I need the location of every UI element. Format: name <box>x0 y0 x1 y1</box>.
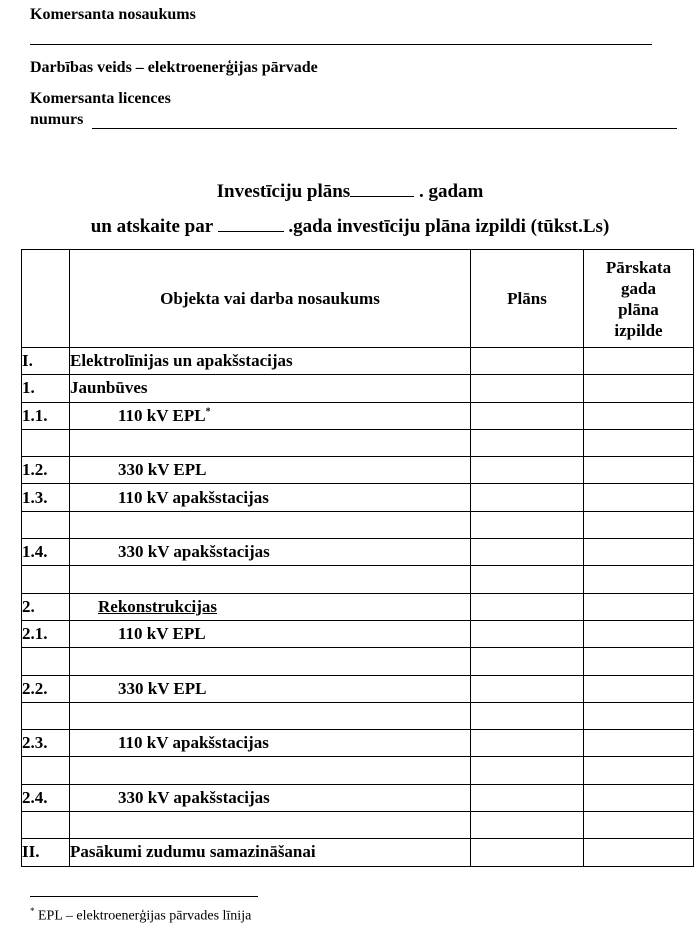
col-header-num <box>22 250 70 348</box>
row-num <box>22 702 70 729</box>
footnote <box>30 906 251 925</box>
table-row <box>22 539 694 566</box>
row-num <box>22 757 70 784</box>
table-row <box>22 375 694 402</box>
table-row <box>22 402 694 429</box>
col-header-execution-4: izpilde <box>614 320 663 340</box>
row-name: 110 kV EPL <box>118 405 206 425</box>
row-num: I. <box>22 348 70 375</box>
row-num: 1.4. <box>22 539 70 566</box>
execution-cell <box>584 484 694 511</box>
table-row <box>22 348 694 375</box>
company-name-label: Komersanta nosaukums <box>30 6 196 23</box>
row-name: Rekonstrukcijas <box>98 596 218 616</box>
row-name: 110 kV apakšstacijas <box>70 730 471 757</box>
row-name: Elektrolīnijas un apakšstacijas <box>70 348 471 375</box>
row-num: 1. <box>22 375 70 402</box>
execution-cell <box>584 348 694 375</box>
row-name: 330 kV apakšstacijas <box>70 784 471 811</box>
col-header-plan: Plāns <box>471 250 584 348</box>
title-line2-prefix: un atskaite par <box>90 216 218 237</box>
table-row <box>22 702 694 729</box>
table-row <box>22 812 694 839</box>
plan-cell <box>471 784 584 811</box>
row-name: 330 kV EPL <box>70 457 471 484</box>
plan-cell <box>471 511 584 538</box>
plan-year-blank <box>350 196 414 197</box>
row-name <box>70 511 471 538</box>
row-name <box>70 429 471 456</box>
plan-cell <box>471 648 584 675</box>
col-header-execution-1: Pārskata <box>605 257 672 277</box>
plan-cell <box>471 702 584 729</box>
execution-cell <box>584 593 694 620</box>
table-row <box>22 457 694 484</box>
plan-cell <box>471 620 584 647</box>
row-num: 2.3. <box>22 730 70 757</box>
plan-cell <box>471 675 584 702</box>
row-name <box>70 566 471 593</box>
table-row <box>22 484 694 511</box>
execution-cell <box>584 757 694 784</box>
title-line1-suffix: . gadam <box>414 181 484 202</box>
execution-cell <box>584 675 694 702</box>
title-line1 <box>0 181 700 203</box>
row-name-cell <box>70 593 471 620</box>
title-line1-prefix: Investīciju plāns <box>216 181 351 202</box>
row-num: 2.1. <box>22 620 70 647</box>
execution-cell <box>584 839 694 866</box>
execution-cell <box>584 375 694 402</box>
table-row <box>22 620 694 647</box>
execution-cell <box>584 648 694 675</box>
table-row <box>22 593 694 620</box>
execution-cell <box>584 402 694 429</box>
execution-cell <box>584 784 694 811</box>
row-name <box>70 702 471 729</box>
execution-cell <box>584 620 694 647</box>
plan-cell <box>471 839 584 866</box>
row-name <box>70 648 471 675</box>
license-label-line2: numurs <box>30 111 84 128</box>
row-name <box>70 812 471 839</box>
title-line2-suffix: .gada investīciju plāna izpildi (tūkst.Ls) <box>283 216 610 237</box>
plan-cell <box>471 457 584 484</box>
execution-cell <box>584 730 694 757</box>
row-num <box>22 648 70 675</box>
execution-cell <box>584 702 694 729</box>
row-num: 1.1. <box>22 402 70 429</box>
row-num <box>22 812 70 839</box>
execution-cell <box>584 457 694 484</box>
plan-cell <box>471 730 584 757</box>
title-line2 <box>0 216 700 238</box>
row-name: 330 kV apakšstacijas <box>70 539 471 566</box>
plan-cell <box>471 566 584 593</box>
row-num: II. <box>22 839 70 866</box>
execution-cell <box>584 511 694 538</box>
plan-cell <box>471 757 584 784</box>
col-header-name: Objekta vai darba nosaukums <box>70 250 471 348</box>
activity-label: Darbības veids – elektroenerģijas pārvade <box>30 59 318 76</box>
row-name: 330 kV EPL <box>70 675 471 702</box>
license-label-line1: Komersanta licences <box>30 90 171 107</box>
table-row <box>22 566 694 593</box>
row-num: 1.3. <box>22 484 70 511</box>
plan-cell <box>471 375 584 402</box>
execution-cell <box>584 812 694 839</box>
row-name-cell <box>70 402 471 429</box>
row-name: 110 kV apakšstacijas <box>70 484 471 511</box>
license-number-line <box>92 128 677 129</box>
footnote-text: EPL – elektroenerģijas pārvades līnija <box>34 908 252 924</box>
execution-cell <box>584 429 694 456</box>
table-row <box>22 839 694 866</box>
col-header-execution-2: gada <box>621 278 656 298</box>
plan-cell <box>471 593 584 620</box>
row-num: 2. <box>22 593 70 620</box>
execution-cell <box>584 539 694 566</box>
table-row <box>22 784 694 811</box>
footnote-marker: * <box>30 906 35 916</box>
execution-cell <box>584 566 694 593</box>
plan-cell <box>471 429 584 456</box>
table-row <box>22 429 694 456</box>
row-num: 2.4. <box>22 784 70 811</box>
table-row <box>22 757 694 784</box>
plan-cell <box>471 812 584 839</box>
col-header-execution <box>584 250 694 348</box>
company-name-line <box>30 44 652 45</box>
row-num <box>22 511 70 538</box>
table-row <box>22 675 694 702</box>
report-year-blank <box>218 231 284 232</box>
row-name: 110 kV EPL <box>70 620 471 647</box>
table-row <box>22 648 694 675</box>
row-name: Pasākumi zudumu samazināšanai <box>70 839 471 866</box>
footnote-ref: * <box>205 406 211 418</box>
row-name <box>70 757 471 784</box>
row-num: 1.2. <box>22 457 70 484</box>
footnote-separator <box>30 896 258 897</box>
table-row <box>22 511 694 538</box>
col-header-execution-3: plāna <box>618 299 659 319</box>
plan-cell <box>471 348 584 375</box>
row-num <box>22 566 70 593</box>
plan-cell <box>471 539 584 566</box>
row-name: Jaunbūves <box>70 375 471 402</box>
row-num <box>22 429 70 456</box>
plan-cell <box>471 402 584 429</box>
row-num: 2.2. <box>22 675 70 702</box>
investment-table <box>21 249 694 867</box>
table-row <box>22 730 694 757</box>
plan-cell <box>471 484 584 511</box>
